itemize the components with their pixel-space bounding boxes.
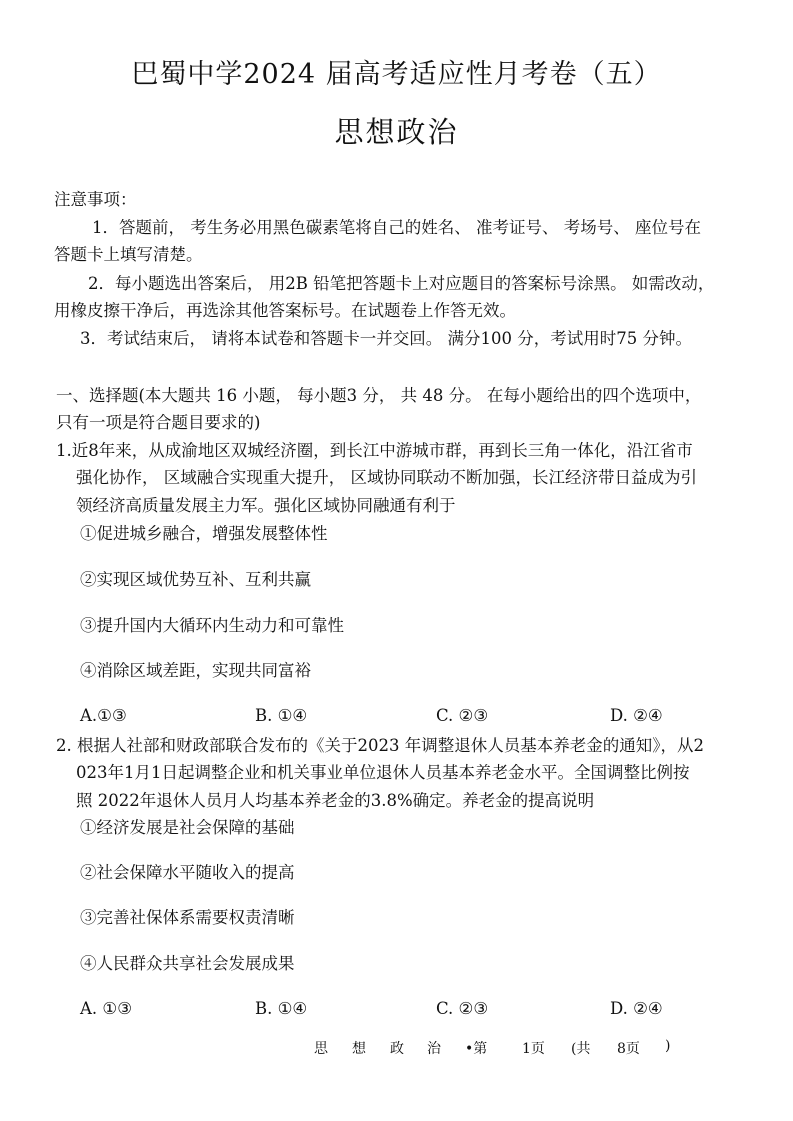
footer-page-number: 1页 <box>522 1041 545 1057</box>
question-2-option-d[interactable]: D. ②④ <box>610 999 663 1018</box>
question-1-option-b[interactable]: B. ①④ <box>255 706 308 725</box>
subject-title: 思想政治 <box>334 115 459 149</box>
section-heading: 一、选择题(本大题共 16 小题， 每小题3 分， 共 48 分。 在每小题给出的四个选项中， <box>56 386 702 405</box>
question-2-item: ②社会保障水平随收入的提高 <box>80 863 295 882</box>
question-2-stem: 023年1月1日起调整企业和机关事业单位退休人员基本养老金水平。全国调整比例按 <box>76 763 690 782</box>
question-1-item: ③提升国内大循环内生动力和可靠性 <box>80 616 344 635</box>
exam-title: 巴蜀中学2024 届高考适应性月考卷（五） <box>131 59 662 90</box>
footer-subject-char: 思 <box>314 1041 328 1057</box>
question-1-stem: 1.近8年来，从成渝地区双城经济圈，到长江中游城市群，再到长三角一体化，沿江省市 <box>56 441 693 460</box>
footer-subject-char: 政 <box>390 1041 404 1057</box>
question-2-option-c[interactable]: C. ②③ <box>436 999 489 1018</box>
question-1-item: ①促进城乡融合，增强发展整体性 <box>80 524 328 543</box>
notes-line: 用橡皮擦干净后，再选涂其他答案标号。在试题卷上作答无效。 <box>54 301 516 320</box>
footer-total-pages: 8页 <box>617 1041 640 1057</box>
footer-subject-char: 治 <box>427 1041 441 1057</box>
question-2-item: ④人民群众共享社会发展成果 <box>80 954 295 973</box>
question-1-item: ④消除区域差距，实现共同富裕 <box>80 661 311 680</box>
question-2-option-a[interactable]: A. ①③ <box>80 999 132 1018</box>
notes-line: 3．考试结束后， 请将本试卷和答题卡一并交回。 满分100 分，考试用时75 分钟。 <box>80 329 692 348</box>
question-2-stem: 照 2022年退休人员月人均基本养老金的3.8%确定。养老金的提高说明 <box>76 791 595 810</box>
question-2-item: ③完善社保体系需要权责清晰 <box>80 908 295 927</box>
question-1-option-c[interactable]: C. ②③ <box>436 706 489 725</box>
notes-line: 2．每小题选出答案后， 用2B 铅笔把答题卡上对应题目的答案标号涂黑。 如需改动， <box>88 274 715 293</box>
question-1-item: ②实现区域优势互补、互利共赢 <box>80 570 311 589</box>
notes-line: 答题卡上填写清楚。 <box>54 245 203 264</box>
question-2-option-b[interactable]: B. ①④ <box>255 999 308 1018</box>
question-1-stem: 强化协作， 区域融合实现重大提升， 区域协同联动不断加强，长江经济带日益成为引 <box>76 468 697 487</box>
footer-subject-char: 想 <box>352 1041 366 1057</box>
question-1-stem: 领经济高质量发展主力军。强化区域协同融通有利于 <box>76 496 456 515</box>
section-heading-cont: 只有一项是符合题目要求的) <box>56 413 261 432</box>
question-2-stem: 2. 根据人社部和财政部联合发布的《关于2023 年调整退休人员基本养老金的通知》，从2 <box>56 736 704 755</box>
question-2-item: ①经济发展是社会保障的基础 <box>80 818 295 837</box>
footer-page-prefix: •第 <box>465 1041 488 1057</box>
notes-heading: 注意事项： <box>54 190 137 209</box>
footer-close-paren: ) <box>665 1038 671 1054</box>
footer-total-prefix: (共 <box>571 1041 591 1057</box>
question-1-option-a[interactable]: A.①③ <box>80 706 127 725</box>
question-1-option-d[interactable]: D. ②④ <box>610 706 663 725</box>
notes-line: 1．答题前， 考生务必用黑色碳素笔将自己的姓名、 准考证号、 考场号、 座位号在 <box>92 218 701 237</box>
page-footer <box>0 1038 793 1058</box>
